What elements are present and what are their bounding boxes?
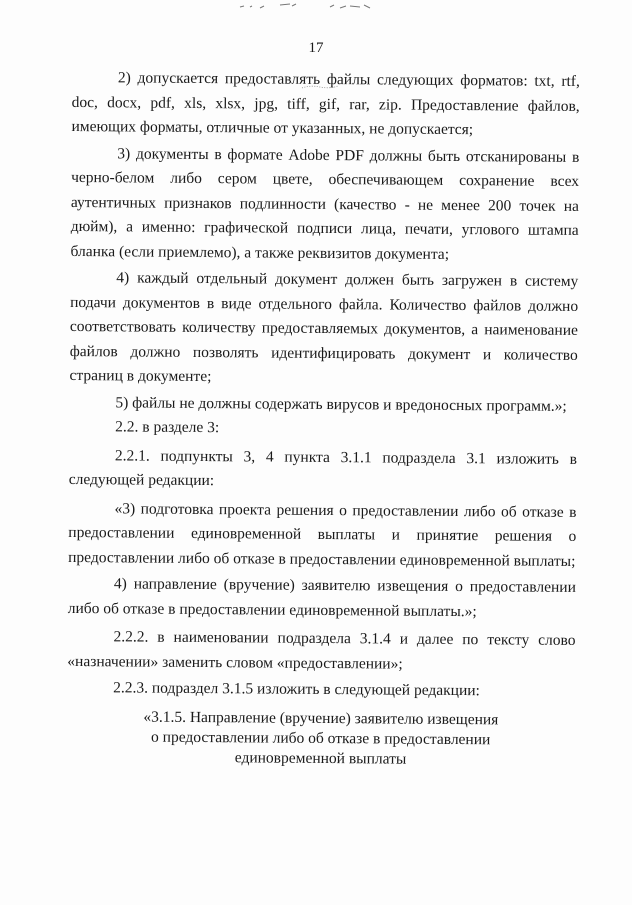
paragraph-2-2-2: 2.2.2. в наименовании подраздела 3.1.4 и далее по тексту слово «назначении» заменить словом «предоставлении»; [67,628,576,673]
paragraph-separate-files: 4) каждый отдельный документ должен быть загружен в систему подачи документов в виде отдельного файла. Количество файлов должно соответствовать количеству предоставляемых документов, а наименование файлов должно позволять идентифицировать документ и количество страниц в документе; [69,269,579,386]
subsection-heading [66,706,574,770]
document-body [66,66,579,770]
heading-line-2: о предоставлении либо об отказе в предоставлении [151,728,491,748]
paragraph-pdf-requirements: 3) документы в формате Adobe PDF должны быть отсканированы в черно-белом либо сером цвете, обеспечивающем сохранение всех аутентичных признаков подлинности (качество - не менее 200 точек на дюйм), а именно: графической подписи лица, печати, углового штампа бланка (если приемлемо), а также реквизитов документа; [70,144,580,263]
pen-stroke-mark [300,84,340,90]
page-number: 17 [308,40,324,56]
paragraph-item-4-notice: 4) направление (вручение) заявителю извещения о предоставлении либо об отказе в предоставлении единовременной выплаты.»; [67,575,576,620]
paragraph-2-2-1: 2.2.1. подпункты 3, 4 пункта 3.1.1 подраздела 3.1 изложить в следующей редакции: [68,446,577,490]
paragraph-section-3: 2.2. в разделе 3: [115,418,220,437]
scan-artifact-marks [230,2,390,10]
heading-line-1: «3.1.5. Направление (вручение) заявителю извещения [143,708,499,728]
heading-line-3: единовременной выплаты [234,748,407,768]
paragraph-file-formats: 2) допускается предоставлять файлы следующих форматов: txt, rtf, doc, docx, pdf, xls, xlsx, jpg, tiff, gif, rar, zip. Предоставление файлов, имеющих форматы, отличные от указанных, не допускается; [71,69,580,139]
paragraph-2-2-3: 2.2.3. подраздел 3.1.5 изложить в следующей редакции: [113,679,480,700]
paragraph-item-3-decision: «3) подготовка проекта решения о предоставлении либо об отказе в предоставлении единовременной выплаты и принятие решения о предоставлении либо об отказе в предоставлении единовременной выплаты; [68,499,577,570]
paragraph-no-viruses: 5) файлы не должны содержать вирусов и вредоносных программ.»; [115,393,567,415]
